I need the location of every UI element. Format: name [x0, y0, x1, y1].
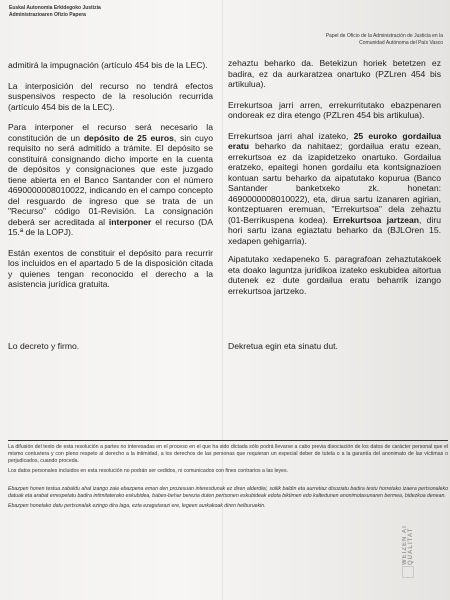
basque-column — [228, 58, 441, 306]
footer-eu-datuak: Ebazpen honetako datu pertsonalak ezingo dira laga, ezta ezagutarazi ere, legeen aurkakoak diren helburuekin. — [8, 503, 266, 509]
es-signature-line: Lo decreto y firmo. — [8, 341, 80, 351]
scanner-watermark: WEIZEN AI QUALITAT — [402, 525, 414, 565]
es-deposito-text-c: , sin cuyo requisito no será admitido a trámite. El depósito se constituirá consignando dicho importe en la cuenta de depósitos y consignaciones que este juzgado tiene abierta en el Banco Santander con el número 4690000008010022, indicando en el campo concepto del resguardo de ingreso que se trata de un "Recurso" código 01-Revisión. La consignación deberá ser acreditada al — [8, 132, 213, 227]
es-paragraph-efectos: La interposición del recurso no tendrá efectos suspensivos respecto de la resolución recurrida (artículo 454 bis de la LEC). — [8, 80, 213, 112]
es-deposito-amount: depósito de 25 euros — [83, 132, 174, 143]
eu-paragraph-salbuetsiak: Aipatutako xedapeneko 5. paragrafoan zehaztutakoek eta doako laguntza juridikoa izateko eskubidea aitortua dutenek ez dute gordailua eratu beharrik izango errekurtsoa jartzeko. — [228, 254, 441, 296]
es-deposito-text-e: el recurso (DA 15.ª de la LOPJ). — [8, 216, 213, 237]
eu-signature-line: Dekretua egin eta sinatu dut. — [228, 341, 338, 351]
es-deposito-interponer: interponer — [108, 216, 152, 227]
es-paragraph-exentos: Están exentos de constituir el depósito para recurrir los incluidos en el apartado 5 de la disposición citada y quienes tengan reconocido el derecho a la asistencia jurídica gratuita. — [8, 247, 213, 289]
header-right-line1: Papel de Oficio de la Administración de Justicia en la — [325, 33, 443, 39]
eu-gordailua-text-e: , diru hori sartu izana egiaztatu beharko da (BJLOren 15. xedapen gehigarria). — [228, 214, 442, 246]
header-left-line2: Administrazioaren Ofizio Papera — [9, 12, 86, 18]
es-deposito-text-a: Para interponer el recurso será necesario la constitución de un — [8, 122, 213, 143]
fold-crease-vertical — [222, 0, 223, 600]
eu-gordailua-text-c: beharko da nahitaez; gordailua eratu ezean, errekurtsoa ez da izapidetzeko onartuko. Gordailua eratzeko, epaitegi honen gordailu eta kontsignazioen kontuan sartu beharko da aipatutako kopurua (Banco Santander banketxeko zk. honetan: 4690000008010022), eta, dirua sartu izanaren agirian, kontzeptuaren eremuan, "Errekurtsoa" dela zehaztu (01-Berrikuspena kodea). — [228, 141, 441, 225]
footer-es-datos: Los datos personales incluidos en esta resolución no podrán ser cedidos, ni comunicados con fines contrarios a las leyes. — [8, 468, 288, 474]
watermark-square-icon — [402, 566, 414, 578]
footer-es-difusion: La difusión del texto de esta resolución a partes no interesadas en el proceso en el que ha sido dictada sólo podrá llevarse a cabo previa disociación de los datos de carácter personal que el mismo contuviera y con pleno respeto al derecho a la intimidad, a los derechos de las personas que requieran un especial deber de tutela o a la garantía del anonimato de las víctimas o perjudicados, cuando proceda. — [8, 444, 448, 464]
eu-gordailua-text-a: Errekurtsoa jarri ahal izateko, — [228, 130, 354, 141]
header-left-line1: Euskal Autonomia Erkidegoko Justizia — [9, 5, 101, 11]
header-right-line2: Comunidad Autónoma del País Vasco — [359, 40, 443, 46]
header-left — [9, 5, 209, 19]
es-paragraph-impugnacion: admitirá la impugnación (artículo 454 bis de la LEC). — [8, 60, 208, 70]
eu-paragraph-zehaztu: zehaztu beharko da. Betekizun horiek betetzen ez badira, ez da aurkaratzea onartuko (PZLren 454 bis artikulua). — [228, 58, 441, 89]
privacy-footer — [8, 440, 448, 510]
footer-eu-zabaldu: Ebazpen honen testua zabaldu ahal izango zaie ebazpena eman den prozesuan interesdunak ez diren alderdiei, soilik baldin eta aurretiaz disoziatu badira testu horretako izaera pertsonaleko datuak eta arabat errespetatu badira intimitaterako eskubidea, babes-behar berezia duten pertsonen eskubideak edota biktimen edo kaltedunen anonimotasunaren bermea, bidezkoa denean. — [8, 486, 448, 499]
es-paragraph-deposito — [8, 122, 213, 238]
eu-gordailua-amount: 25 euroko gordailua eratu — [228, 130, 441, 151]
header-right — [258, 33, 443, 47]
eu-paragraph-gordailua — [228, 131, 441, 247]
spanish-column — [8, 60, 213, 300]
eu-gordailua-jartzean: Errekurtsoa jartzean — [333, 214, 420, 225]
eu-paragraph-ondoreak: Errekurtsoa jarri arren, errekurritutako ebazpenaren ondoreak ez dira etengo (PZLren 454 bis artikulua). — [228, 99, 441, 120]
